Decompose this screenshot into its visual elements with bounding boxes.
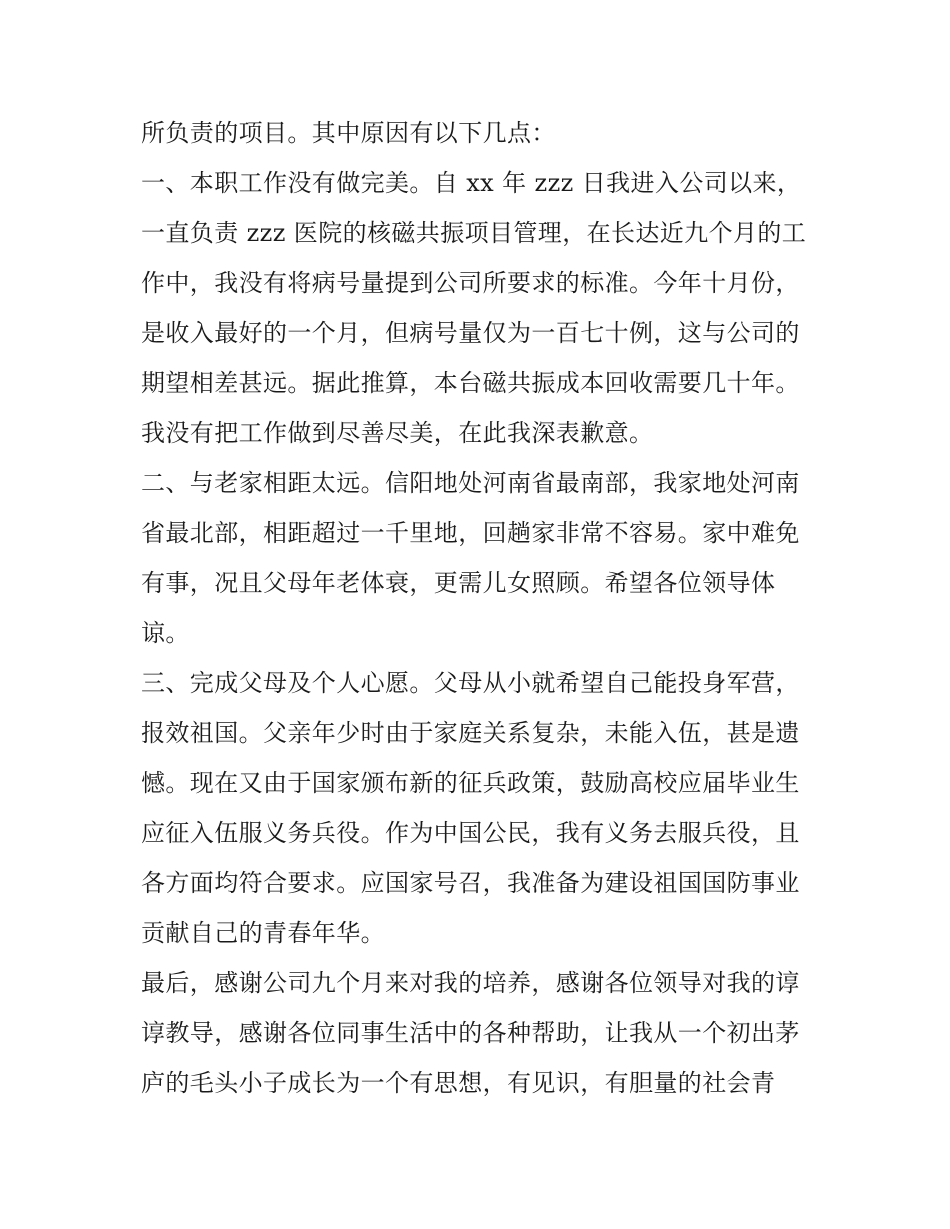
text-line: 各方面均符合要求。应国家号召，我准备为建设祖国国防事业 [141,869,800,897]
text-line: 一直负责 zzz 医院的核磁共振项目管理，在长达近九个月的工 [141,219,807,247]
text-line: 作中，我没有将病号量提到公司所要求的标准。今年十月份， [141,269,800,297]
text-line: 我没有把工作做到尽善尽美，在此我深表歉意。 [141,419,654,447]
text-line: 最后，感谢公司九个月来对我的培养，感谢各位领导对我的谆 [141,969,800,997]
text-line: 谆教导，感谢各位同事生活中的各种帮助，让我从一个初出茅 [141,1019,800,1047]
text-line: 三、完成父母及个人心愿。父母从小就希望自己能投身军营， [141,669,800,697]
text-line: 应征入伍服义务兵役。作为中国公民，我有义务去服兵役，且 [141,819,800,847]
text-line: 二、与老家相距太远。信阳地处河南省最南部，我家地处河南 [141,469,800,497]
text-line: 省最北部，相距超过一千里地，回趟家非常不容易。家中难免 [141,519,800,547]
text-line: 报效祖国。父亲年少时由于家庭关系复杂，未能入伍，甚是遗 [141,719,800,747]
text-line: 是收入最好的一个月，但病号量仅为一百七十例，这与公司的 [141,319,800,347]
text-line: 一、本职工作没有做完美。自 xx 年 zzz 日我进入公司以来， [141,169,802,197]
text-line: 期望相差甚远。据此推算，本台磁共振成本回收需要几十年。 [141,369,800,397]
text-line: 憾。现在又由于国家颁布新的征兵政策，鼓励高校应届毕业生 [141,769,800,797]
text-line: 有事，况且父母年老体衰，更需儿女照顾。希望各位领导体 [141,569,776,597]
text-line: 庐的毛头小子成长为一个有思想，有见识，有胆量的社会青 [141,1069,776,1097]
document-body [141,108,821,1108]
text-line: 谅。 [141,619,190,647]
text-line: 贡献自己的青春年华。 [141,919,385,947]
text-line: 所负责的项目。其中原因有以下几点： [141,119,556,147]
